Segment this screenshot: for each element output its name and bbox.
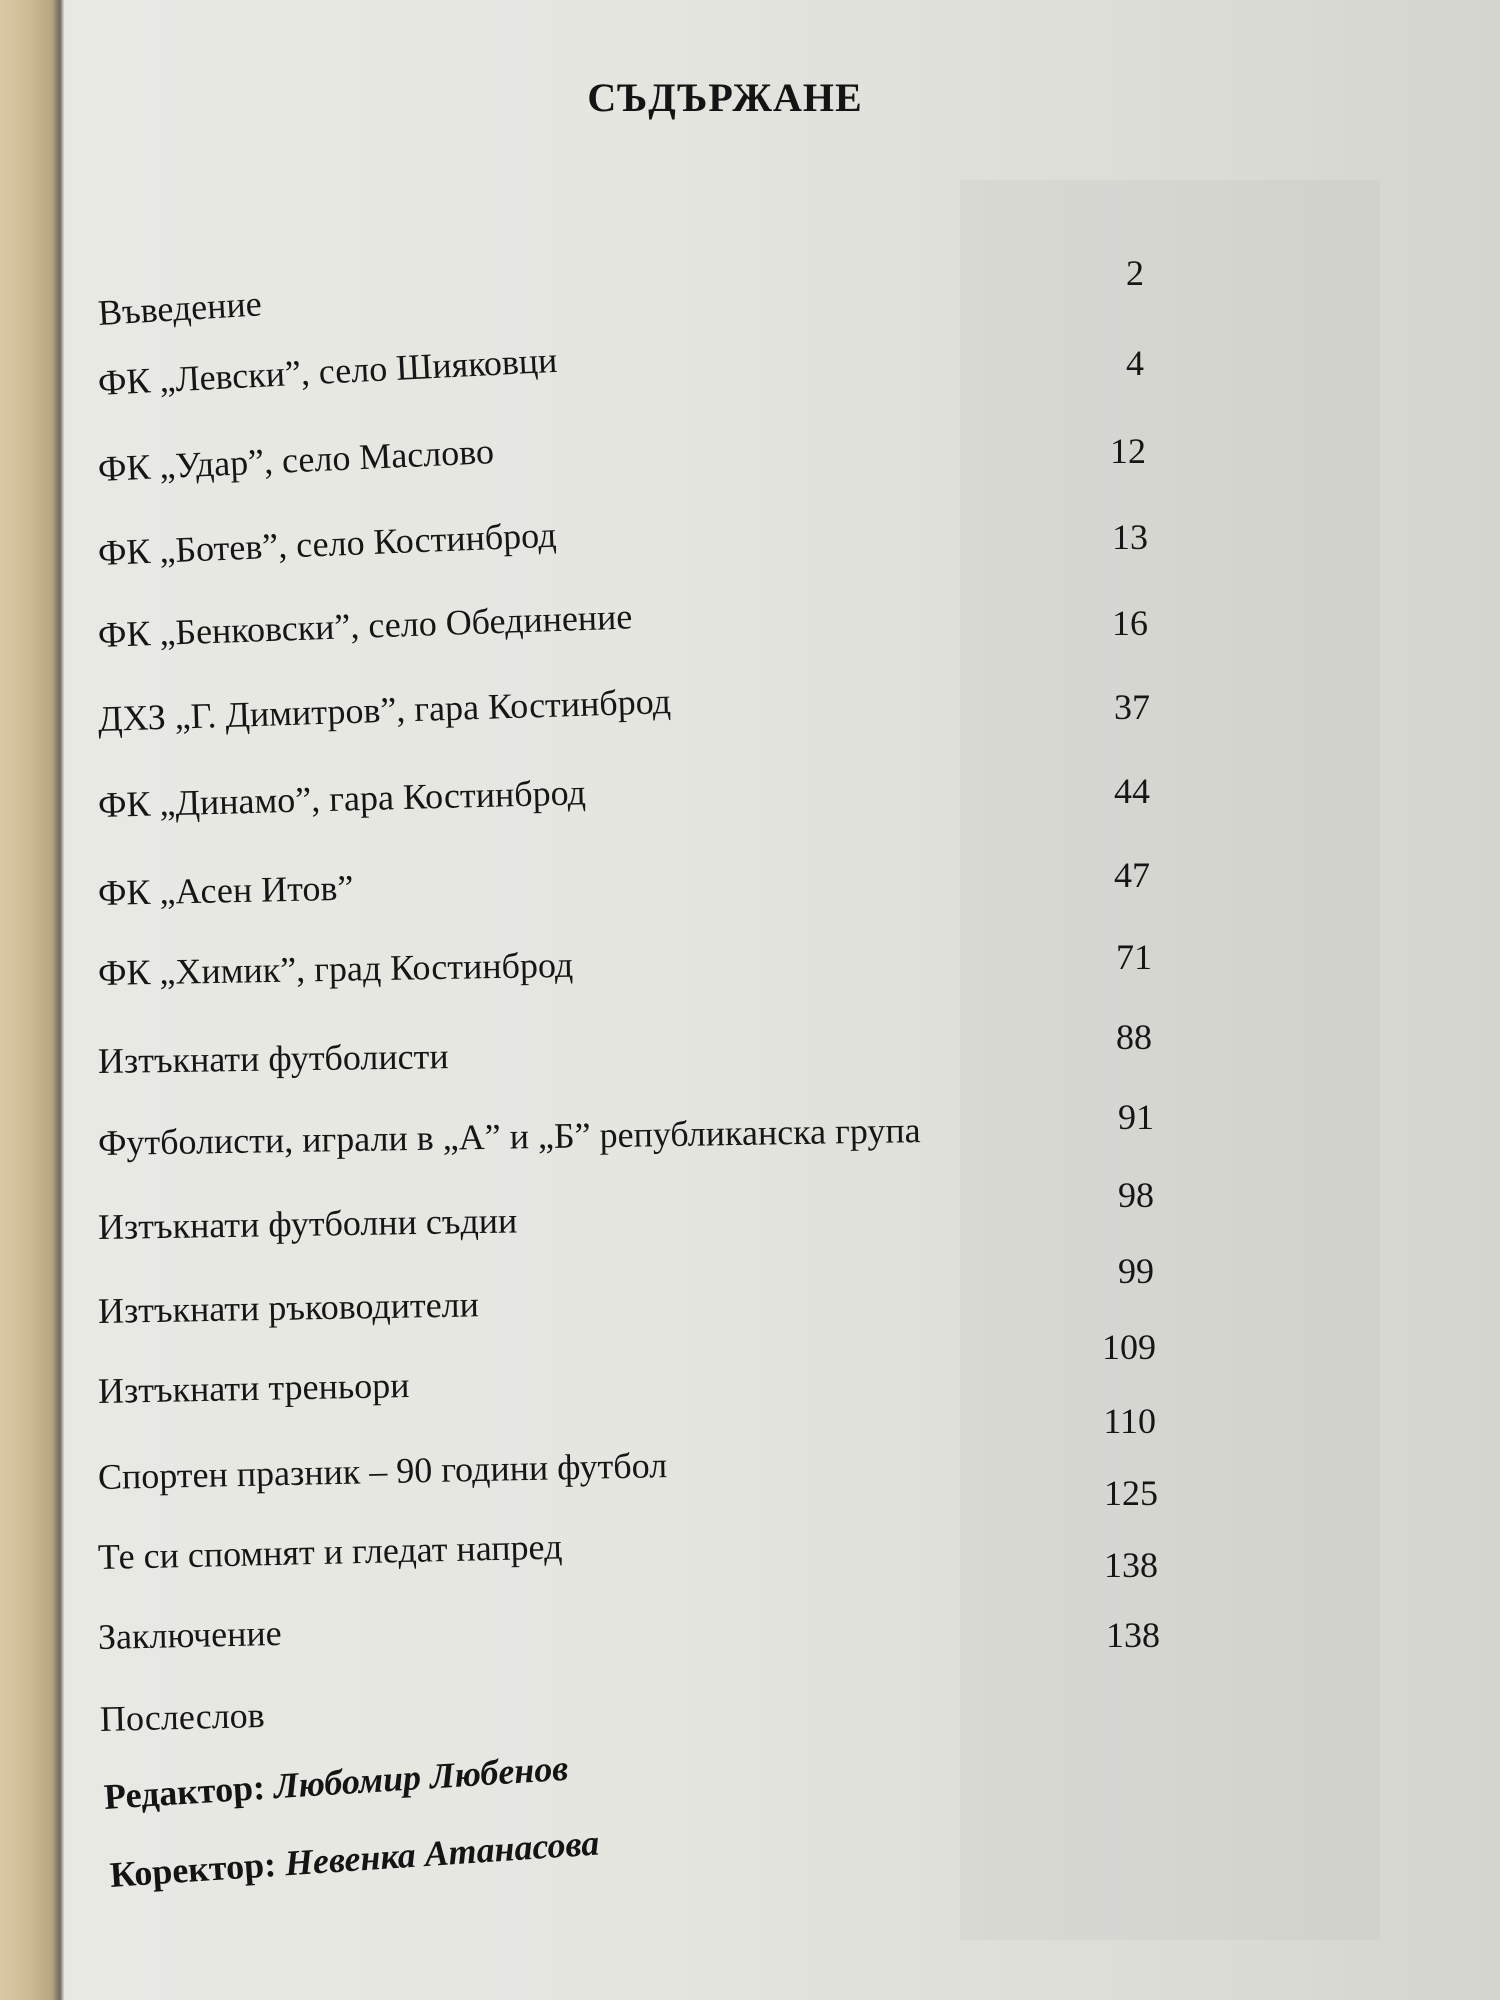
toc-entry-label: ФК „Ботев”, село Костинброд: [97, 514, 558, 573]
toc-entry-page: 138: [1106, 1615, 1160, 1655]
toc-entry-page: 44: [1114, 771, 1150, 811]
toc-entry-label: Послеслов: [99, 1694, 266, 1739]
toc-entry-label: Изтъкнати треньори: [97, 1365, 410, 1411]
toc-entry-page: 138: [1104, 1545, 1158, 1585]
toc-entry-label: Изтъкнати ръководители: [97, 1284, 480, 1331]
toc-entry-label: ФК „Левски”, село Шияковци: [96, 339, 559, 403]
toc-entry-page: 71: [1116, 937, 1152, 977]
proofreader-role: Коректор:: [108, 1844, 278, 1895]
toc-entry-page: 91: [1118, 1097, 1154, 1137]
toc-entry-label: ФК „Химик”, град Костинброд: [97, 944, 574, 993]
toc-entry-label: ФК „Удар”, село Маслово: [97, 431, 495, 489]
toc-entry-page: 4: [1126, 343, 1144, 383]
toc-entry-page: 109: [1102, 1327, 1156, 1367]
proofreader-name: Невенка Атанасова: [283, 1822, 601, 1884]
toc-entry-label: Изтъкнати футболни съдии: [97, 1200, 518, 1247]
toc-entry-page: 125: [1104, 1473, 1158, 1513]
toc-entry-page: 12: [1110, 431, 1146, 471]
editor-role: Редактор:: [102, 1766, 267, 1817]
toc-entry-page: 2: [1126, 253, 1144, 293]
toc-entry-label: Спортен празник – 90 години футбол: [97, 1445, 668, 1497]
toc-entry-label: Те си спомнят и гледат напред: [97, 1526, 563, 1577]
toc-entry-page: 16: [1112, 603, 1148, 643]
toc-entry-label: Заключение: [97, 1612, 283, 1657]
toc-entry-label: Въведение: [96, 283, 263, 333]
toc-entry-page: 37: [1114, 687, 1150, 727]
toc-entry-label: ФК „Динамо”, гара Костинброд: [97, 772, 587, 825]
toc-entry-label: Изтъкнати футболисти: [97, 1036, 449, 1081]
toc-entry-page: 88: [1116, 1017, 1152, 1057]
toc-entry-page: 47: [1114, 855, 1150, 895]
toc-entry-label: ДХЗ „Г. Димитров”, гара Костинброд: [97, 681, 672, 739]
toc-entry-page: 110: [1103, 1401, 1156, 1441]
toc-entry-page: 98: [1118, 1175, 1154, 1215]
toc-entry-label: Футболисти, играли в „А” и „Б” републиканска група: [97, 1110, 921, 1163]
toc-entry-label: ФК „Бенковски”, село Обединение: [97, 596, 633, 655]
page-title: СЪДЪРЖАНЕ: [587, 75, 863, 120]
toc-entry-page: 13: [1112, 517, 1148, 557]
editor-name: Любомир Любенов: [272, 1747, 570, 1807]
toc-entry-label: ФК „Асен Итов”: [97, 867, 354, 913]
toc-entry-page: 99: [1118, 1251, 1154, 1291]
